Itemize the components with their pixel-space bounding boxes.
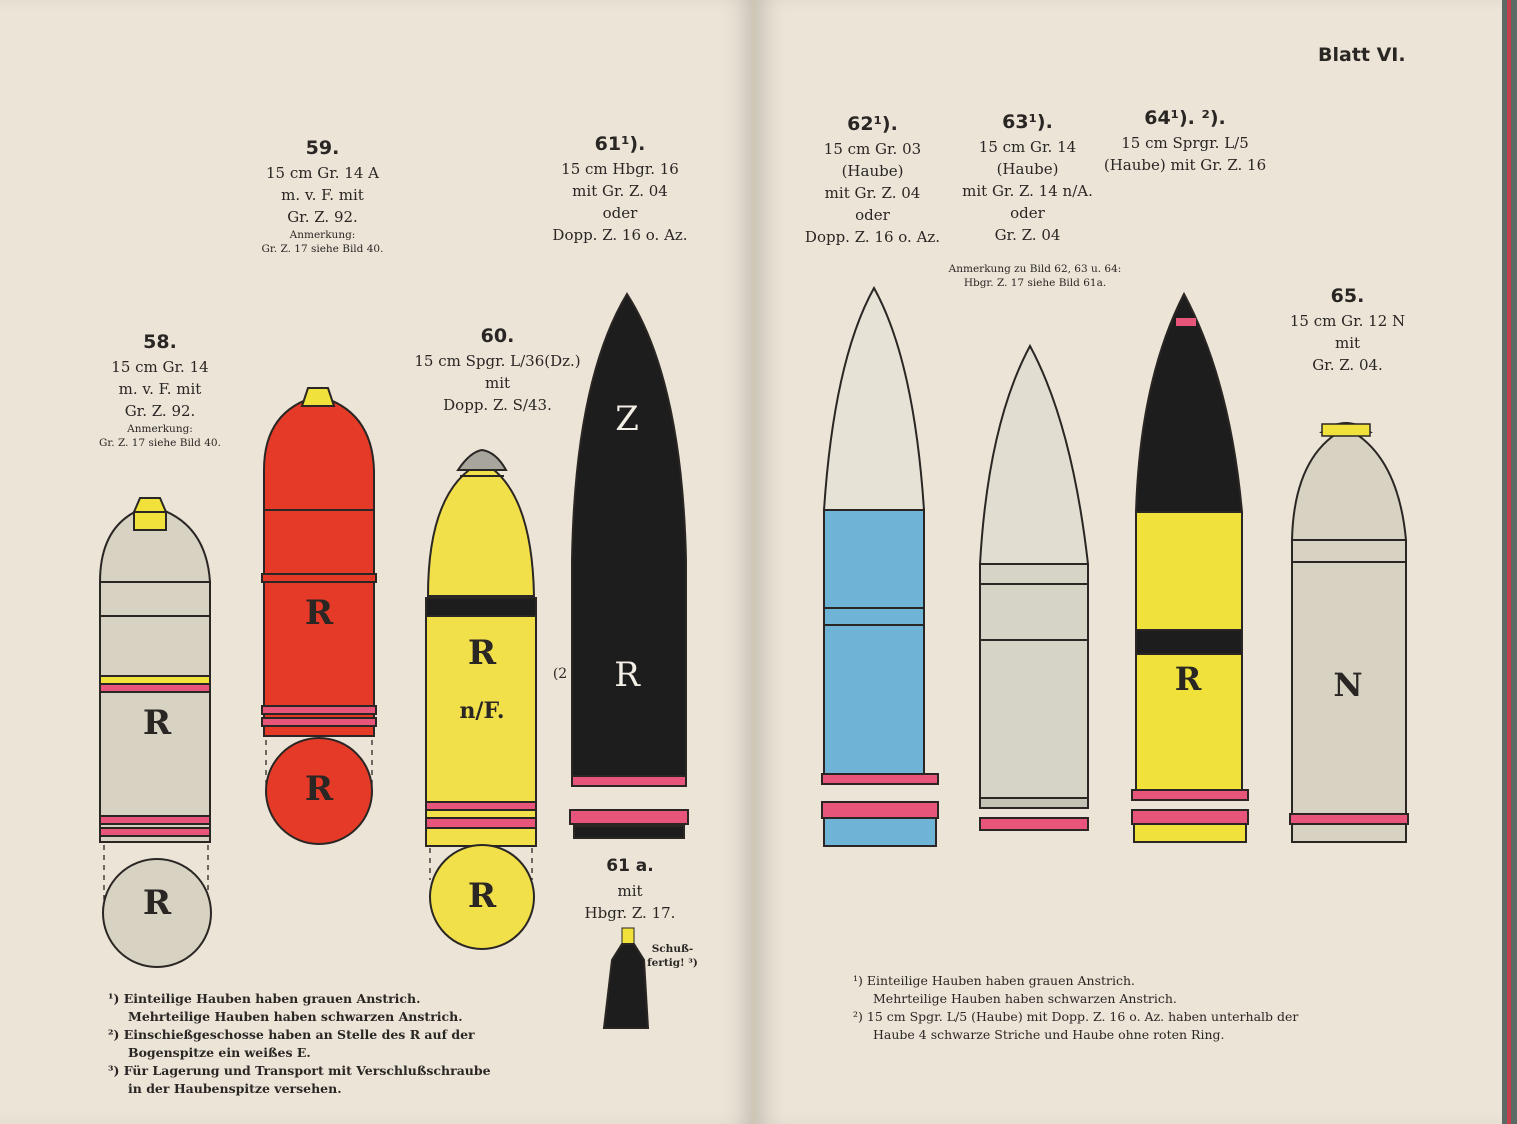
base-marking-58: R <box>142 883 172 923</box>
caption-line: 15 cm Hbgr. 16 <box>561 160 679 178</box>
caption-line: mit Gr. Z. 04 <box>572 182 668 200</box>
caption-line: 15 cm Gr. 12 N <box>1289 312 1406 330</box>
shell-number: 63¹). <box>1002 111 1053 133</box>
footnote: ²) 15 cm Spgr. L/5 (Haube) mit Dopp. Z. 16 o. Az. haben unterhalb der <box>853 1009 1299 1024</box>
shell-64 <box>1132 294 1248 842</box>
shell-63 <box>980 346 1088 830</box>
footnote-cont: Bogenspitze ein weißes E. <box>128 1045 311 1060</box>
side-mark-61: (2 <box>552 666 568 682</box>
caption-line: 15 cm Gr. 14 A <box>266 164 379 182</box>
base-marking-59: R <box>304 769 334 809</box>
shell-number: 65. <box>1330 285 1365 307</box>
caption-line: m. v. F. mit <box>281 186 364 204</box>
shell-62 <box>822 288 938 846</box>
caption-line: 15 cm Gr. 14 <box>978 138 1077 156</box>
shell-number: 61¹). <box>594 133 646 155</box>
caption-line: Gr. Z. 04. <box>1312 356 1383 374</box>
footnote: ²) Einschießgeschosse haben an Stelle des R auf der <box>108 1027 475 1042</box>
caption-line: mit <box>1334 334 1361 352</box>
marking-65: N <box>1333 666 1363 704</box>
shell-number: 61 a. <box>606 856 654 876</box>
caption-line: Hbgr. Z. 17. <box>584 904 676 922</box>
shell-number: 60. <box>480 325 515 347</box>
caption-note: Anmerkung: <box>289 229 356 241</box>
right-footnotes <box>853 972 1298 1044</box>
marking-64: R <box>1174 660 1202 698</box>
caption-line: mit Gr. Z. 04 <box>824 184 921 202</box>
footnote-cont: in der Haubenspitze versehen. <box>128 1081 342 1096</box>
caption-line: 15 cm Sprgr. L/5 <box>1121 134 1249 152</box>
caption-line: Dopp. Z. 16 o. Az. <box>552 226 688 244</box>
base-marking-60: R <box>467 876 497 916</box>
caption-line: (Haube) mit Gr. Z. 16 <box>1103 156 1267 174</box>
caption-note: Gr. Z. 17 siehe Bild 40. <box>261 243 384 255</box>
caption-note: Anmerkung: <box>127 423 193 435</box>
marking-61: R <box>614 655 640 695</box>
caption-line: oder <box>1010 204 1045 222</box>
footnote: ¹) Einteilige Hauben haben grauen Anstrich. <box>108 991 421 1006</box>
caption-line: 15 cm Spgr. L/36(Dz.) <box>414 352 581 370</box>
caption-line: oder <box>855 206 890 224</box>
footnote: ¹) Einteilige Hauben haben grauen Anstrich. <box>853 973 1136 988</box>
caption-line: (Haube) <box>841 162 904 180</box>
caption-line: 15 cm Gr. 14 <box>111 358 209 376</box>
footnote-cont: Mehrteilige Hauben haben schwarzen Anstrich. <box>128 1009 463 1024</box>
caption-line: mit Gr. Z. 14 n/A. <box>962 182 1093 200</box>
caption-line: (Haube) <box>996 160 1059 178</box>
caption-line: mit <box>617 882 643 900</box>
shell-number: 62¹). <box>847 113 898 135</box>
marking2-60: n/F. <box>459 698 505 724</box>
marking-58: R <box>142 703 172 743</box>
marking-60: R <box>467 633 497 673</box>
note-line: Anmerkung zu Bild 62, 63 u. 64: <box>948 263 1122 275</box>
caption-line: 15 cm Gr. 03 <box>823 140 922 158</box>
note-line: Hbgr. Z. 17 siehe Bild 61a. <box>963 277 1107 289</box>
caption-line: Dopp. Z. 16 o. Az. <box>804 228 941 246</box>
footnote-cont: Haube 4 schwarze Striche und Haube ohne roten Ring. <box>873 1027 1225 1042</box>
caption-line: m. v. F. mit <box>118 380 202 398</box>
caption-line: Gr. Z. 92. <box>124 402 196 420</box>
tip-marking-61: Z <box>615 399 639 439</box>
caption-line: oder <box>602 204 638 222</box>
note-61a: Schuß-fertig! ³) <box>647 943 698 969</box>
footnote: ³) Für Lagerung und Transport mit Verschlußschraube <box>108 1063 491 1078</box>
caption-line: Dopp. Z. S/43. <box>443 396 552 414</box>
footnote-cont: Mehrteilige Hauben haben schwarzen Anstrich. <box>873 991 1177 1006</box>
left-footnotes <box>108 990 491 1098</box>
marking-59: R <box>304 593 334 633</box>
caption-line: Gr. Z. 92. <box>287 208 358 226</box>
caption-line: mit <box>484 374 511 392</box>
caption-line: Gr. Z. 04 <box>994 226 1061 244</box>
shell-number: 64¹). ²). <box>1144 107 1226 129</box>
caption-note: Gr. Z. 17 siehe Bild 40. <box>99 437 221 449</box>
shell-number: 59. <box>305 137 340 159</box>
plate-title: Blatt VI. <box>1318 44 1406 66</box>
shell-number: 58. <box>143 331 177 353</box>
shell-65 <box>1290 423 1408 842</box>
